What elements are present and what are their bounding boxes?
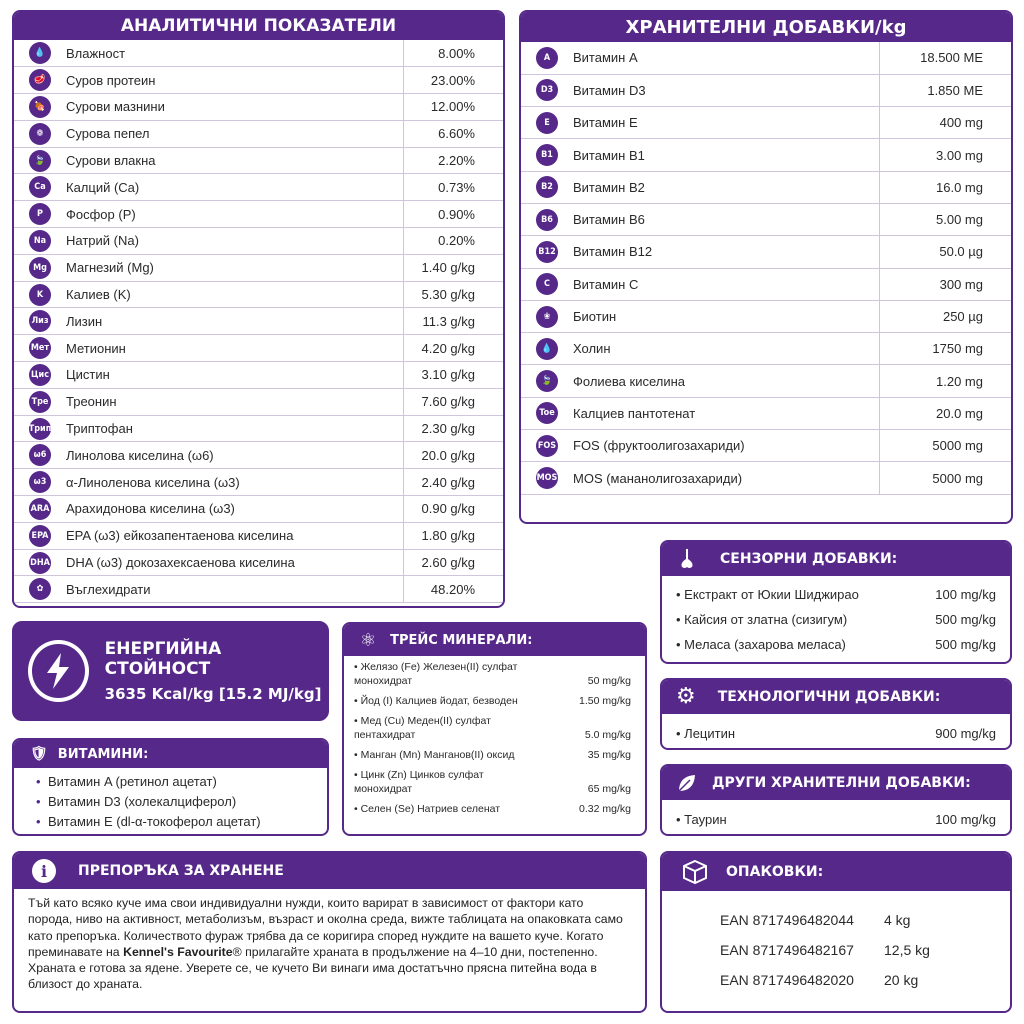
row-value: 0.20% bbox=[403, 228, 503, 255]
row-value: 20.0 g/kg bbox=[403, 442, 503, 469]
table-row bbox=[14, 415, 503, 442]
nutrient-icon: ω3 bbox=[29, 471, 51, 493]
table-row bbox=[521, 107, 1011, 139]
table-row bbox=[521, 203, 1011, 235]
nutrient-icon: B1 bbox=[536, 144, 558, 166]
row-value: 12.00% bbox=[403, 94, 503, 121]
analytical-table bbox=[14, 40, 503, 603]
row-icon-cell bbox=[14, 308, 66, 335]
packaging-header bbox=[662, 853, 1010, 891]
row-value: 1.850 МЕ bbox=[879, 74, 1011, 106]
energy-panel bbox=[12, 621, 329, 721]
nutrient-icon: ❁ bbox=[29, 123, 51, 145]
nutrient-icon: Na bbox=[29, 230, 51, 252]
nutrient-icon: 🥩 bbox=[29, 69, 51, 91]
table-row bbox=[14, 442, 503, 469]
row-label: Калциев пантотенат bbox=[573, 397, 879, 429]
item-label: • Лецитин bbox=[676, 725, 736, 741]
row-label: Метионин bbox=[66, 335, 403, 362]
nutrient-icon: P bbox=[29, 203, 51, 225]
row-value: 1.80 g/kg bbox=[403, 522, 503, 549]
vitamins-title: ВИТАМИНИ: bbox=[57, 746, 149, 762]
ean-code: EAN 8717496482020 bbox=[720, 972, 854, 988]
leaf-icon bbox=[676, 772, 698, 794]
row-value: 18.500 МЕ bbox=[879, 42, 1011, 74]
energy-value: 3635 Kcal/kg [15.2 MJ/kg] bbox=[104, 685, 322, 703]
nutrient-icon: ✿ bbox=[29, 578, 51, 600]
row-icon-cell bbox=[14, 549, 66, 576]
list-item: • Витамин A (ретинол ацетат) bbox=[36, 772, 305, 792]
table-row bbox=[521, 397, 1011, 429]
table-row bbox=[14, 549, 503, 576]
row-value: 0.90% bbox=[403, 201, 503, 228]
nose-icon bbox=[676, 547, 698, 571]
row-label: Холин bbox=[573, 333, 879, 365]
trace-title: ТРЕЙС МИНЕРАЛИ: bbox=[390, 632, 533, 648]
row-icon-cell bbox=[14, 415, 66, 442]
shield-icon: 🛡 bbox=[30, 746, 48, 762]
table-row bbox=[14, 40, 503, 67]
other-list bbox=[662, 800, 1010, 836]
nutrient-icon: K bbox=[29, 284, 51, 306]
row-label: Фосфор (P) bbox=[66, 201, 403, 228]
additives-table bbox=[521, 42, 1011, 495]
row-label: Треонин bbox=[66, 388, 403, 415]
nutrient-icon: Лиз bbox=[29, 310, 51, 332]
row-value: 0.73% bbox=[403, 174, 503, 201]
list-item bbox=[676, 582, 996, 607]
mineral-value: 5.0 mg/kg bbox=[584, 729, 631, 741]
nutrient-icon: 💧 bbox=[29, 42, 51, 64]
table-row bbox=[14, 174, 503, 201]
row-label: Магнезий (Mg) bbox=[66, 254, 403, 281]
row-icon-cell bbox=[521, 397, 573, 429]
analytical-panel bbox=[12, 10, 505, 608]
tech-panel bbox=[660, 678, 1012, 750]
other-title: ДРУГИ ХРАНИТЕЛНИ ДОБАВКИ: bbox=[712, 775, 971, 791]
item-value: 100 mg/kg bbox=[935, 587, 996, 602]
table-row bbox=[521, 171, 1011, 203]
mineral-label: • Мед (Cu) Меден(II) сулфат пентахидрат bbox=[354, 715, 491, 741]
table-row bbox=[14, 496, 503, 523]
table-row bbox=[14, 281, 503, 308]
ean-code: EAN 8717496482044 bbox=[720, 912, 854, 928]
row-icon-cell bbox=[521, 139, 573, 171]
row-label: FOS (фруктоолигозахариди) bbox=[573, 430, 879, 462]
trace-list bbox=[344, 656, 645, 816]
row-label: Линолова киселина (ω6) bbox=[66, 442, 403, 469]
packaging-panel bbox=[660, 851, 1012, 1013]
table-row bbox=[14, 469, 503, 496]
feeding-text: Тъй като всяко куче има свои индивидуални нужди, които варират в зависимост от фактори като порода, ниво на активност, метаболизъм, възраст и околна среда, вижте таблицата на опаковката само като препоръка. Количеството фураж трябва да се коригира според нуждите на вашето куче. Когато преминавате на Kennel's Favourite® прилагайте храната в продължение на 4–10 дни, постепенно. Храната е готова за ядене. Уверете се, че кучето Ви винаги има достатъчно прясна питейна вода в близост до храната. bbox=[28, 896, 623, 992]
atom-icon: ⚛ bbox=[360, 629, 377, 651]
gear-icon: ⚙ bbox=[676, 684, 696, 709]
row-label: Витамин D3 bbox=[573, 74, 879, 106]
feeding-panel bbox=[12, 851, 647, 1013]
table-row bbox=[14, 308, 503, 335]
nutrient-icon: B12 bbox=[536, 241, 558, 263]
row-icon-cell bbox=[521, 333, 573, 365]
table-row bbox=[14, 120, 503, 147]
table-row bbox=[14, 254, 503, 281]
table-row bbox=[14, 522, 503, 549]
row-label: Витамин E bbox=[573, 107, 879, 139]
row-icon-cell bbox=[14, 281, 66, 308]
other-panel bbox=[660, 764, 1012, 836]
mineral-label: • Желязо (Fe) Железен(II) сулфат монохидрат bbox=[354, 661, 518, 687]
row-icon-cell bbox=[521, 42, 573, 74]
row-value: 8.00% bbox=[403, 40, 503, 67]
tech-title: ТЕХНОЛОГИЧНИ ДОБАВКИ: bbox=[717, 689, 941, 705]
table-row bbox=[521, 365, 1011, 397]
nutrient-icon: E bbox=[536, 112, 558, 134]
nutrient-icon: Ca bbox=[29, 176, 51, 198]
row-icon-cell bbox=[14, 469, 66, 496]
nutrient-icon: B2 bbox=[536, 176, 558, 198]
table-row bbox=[521, 139, 1011, 171]
list-item bbox=[676, 632, 996, 657]
row-value: 1750 mg bbox=[879, 333, 1011, 365]
row-icon-cell bbox=[14, 67, 66, 94]
row-label: Триптофан bbox=[66, 415, 403, 442]
list-item: • Витамин D3 (холекалциферол) bbox=[36, 792, 305, 812]
sensory-list bbox=[662, 576, 1010, 663]
list-item bbox=[354, 768, 631, 796]
row-label: MOS (манaнолигозахариди) bbox=[573, 462, 879, 494]
row-value: 0.90 g/kg bbox=[403, 496, 503, 523]
vitamins-panel bbox=[12, 738, 329, 836]
row-value: 16.0 mg bbox=[879, 171, 1011, 203]
row-label: Цистин bbox=[66, 362, 403, 389]
info-icon: i bbox=[32, 859, 56, 883]
row-icon-cell bbox=[14, 120, 66, 147]
nutrient-icon: Цис bbox=[29, 364, 51, 386]
nutrient-icon: 🍃 bbox=[536, 370, 558, 392]
vitamins-header bbox=[14, 740, 327, 768]
mineral-label: • Йод (I) Калциев йодат, безводен bbox=[354, 695, 518, 707]
nutrient-icon: C bbox=[536, 273, 558, 295]
row-label: EPA (ω3) ейкозапентаенова киселина bbox=[66, 522, 403, 549]
nutrient-icon: D3 bbox=[536, 79, 558, 101]
row-value: 50.0 µg bbox=[879, 236, 1011, 268]
list-item: • Витамин E (dl-α-токоферол ацетат) bbox=[36, 812, 305, 832]
row-value: 2.20% bbox=[403, 147, 503, 174]
packaging-row bbox=[720, 965, 1010, 995]
row-label: Витамин B12 bbox=[573, 236, 879, 268]
row-label: Сурова пепел bbox=[66, 120, 403, 147]
mineral-label: • Цинк (Zn) Цинков сулфат монохидрат bbox=[354, 769, 484, 795]
row-value: 400 mg bbox=[879, 107, 1011, 139]
row-icon-cell bbox=[14, 388, 66, 415]
analytical-header bbox=[14, 12, 503, 40]
nutrient-icon: ω6 bbox=[29, 444, 51, 466]
table-row bbox=[14, 228, 503, 255]
row-value: 11.3 g/kg bbox=[403, 308, 503, 335]
row-value: 1.20 mg bbox=[879, 365, 1011, 397]
sensory-title: СЕНЗОРНИ ДОБАВКИ: bbox=[720, 551, 898, 567]
nutrient-icon: 🍖 bbox=[29, 96, 51, 118]
row-value: 2.60 g/kg bbox=[403, 549, 503, 576]
list-item bbox=[354, 694, 631, 708]
row-icon-cell bbox=[14, 576, 66, 603]
nutrient-icon: A bbox=[536, 47, 558, 69]
packaging-list bbox=[662, 891, 1010, 995]
row-label: Витамин B1 bbox=[573, 139, 879, 171]
nutrient-icon: DHA bbox=[29, 552, 51, 574]
nutrient-icon: Трип bbox=[29, 418, 51, 440]
table-row bbox=[521, 268, 1011, 300]
row-icon-cell bbox=[14, 94, 66, 121]
row-label: Биотин bbox=[573, 300, 879, 332]
row-icon-cell bbox=[521, 171, 573, 203]
row-label: Витамин C bbox=[573, 268, 879, 300]
mineral-value: 65 mg/kg bbox=[587, 783, 631, 795]
nutrient-icon: Тре bbox=[29, 391, 51, 413]
table-row bbox=[14, 335, 503, 362]
table-row bbox=[521, 74, 1011, 106]
sensory-panel bbox=[660, 540, 1012, 664]
table-row bbox=[14, 147, 503, 174]
nutrient-icon: Мет bbox=[29, 337, 51, 359]
nutrient-icon: ARA bbox=[29, 498, 51, 520]
row-value: 1.40 g/kg bbox=[403, 254, 503, 281]
row-value: 250 µg bbox=[879, 300, 1011, 332]
additives-header bbox=[521, 12, 1011, 42]
row-value: 4.20 g/kg bbox=[403, 335, 503, 362]
table-row bbox=[521, 430, 1011, 462]
feeding-header bbox=[14, 853, 645, 889]
row-icon-cell bbox=[521, 107, 573, 139]
row-icon-cell bbox=[14, 201, 66, 228]
brand-name: Kennel's Favourite bbox=[123, 944, 233, 959]
tech-header bbox=[662, 680, 1010, 714]
mineral-value: 35 mg/kg bbox=[587, 749, 631, 761]
row-icon-cell bbox=[521, 300, 573, 332]
row-value: 5000 mg bbox=[879, 462, 1011, 494]
row-icon-cell bbox=[14, 522, 66, 549]
row-label: Сурови влакна bbox=[66, 147, 403, 174]
vitamins-list bbox=[14, 768, 327, 836]
row-value: 6.60% bbox=[403, 120, 503, 147]
mineral-label: • Селен (Se) Натриев селенат bbox=[354, 803, 501, 815]
row-value: 5.00 mg bbox=[879, 203, 1011, 235]
row-icon-cell bbox=[14, 40, 66, 67]
box-icon bbox=[682, 859, 708, 885]
row-label: α-Линоленова киселина (ω3) bbox=[66, 469, 403, 496]
row-icon-cell bbox=[521, 268, 573, 300]
package-size: 4 kg bbox=[884, 912, 911, 928]
row-value: 5.30 g/kg bbox=[403, 281, 503, 308]
trace-panel bbox=[342, 622, 647, 836]
list-item bbox=[676, 607, 996, 632]
ean-code: EAN 8717496482167 bbox=[720, 942, 854, 958]
row-icon-cell bbox=[521, 462, 573, 494]
other-header bbox=[662, 766, 1010, 800]
table-row bbox=[14, 576, 503, 603]
nutrient-icon: ❀ bbox=[536, 306, 558, 328]
row-label: Сурови мазнини bbox=[66, 94, 403, 121]
list-item bbox=[354, 660, 631, 688]
mineral-value: 50 mg/kg bbox=[587, 675, 631, 687]
table-row bbox=[14, 362, 503, 389]
tech-list bbox=[662, 714, 1010, 750]
list-item bbox=[354, 714, 631, 742]
list-item bbox=[676, 806, 996, 832]
row-value: 23.00% bbox=[403, 67, 503, 94]
row-label: Суров протеин bbox=[66, 67, 403, 94]
row-label: DHA (ω3) докозахексаенова киселина bbox=[66, 549, 403, 576]
item-value: 100 mg/kg bbox=[935, 811, 996, 827]
list-item bbox=[354, 748, 631, 762]
table-row bbox=[14, 94, 503, 121]
nutrient-icon: Toe bbox=[536, 402, 558, 424]
row-label: Калиев (K) bbox=[66, 281, 403, 308]
row-label: Витамин B2 bbox=[573, 171, 879, 203]
row-value: 2.30 g/kg bbox=[403, 415, 503, 442]
lightning-icon bbox=[28, 640, 89, 702]
item-label: • Кайсия от златна (сизигум) bbox=[676, 612, 848, 627]
nutrient-icon: Mg bbox=[29, 257, 51, 279]
feeding-title: ПРЕПОРЪКА ЗА ХРАНЕНЕ bbox=[78, 863, 284, 879]
sensory-header bbox=[662, 542, 1010, 576]
table-row bbox=[14, 388, 503, 415]
nutrient-icon: FOS bbox=[536, 435, 558, 457]
nutrient-icon: MOS bbox=[536, 467, 558, 489]
row-label: Въглехидрати bbox=[66, 576, 403, 603]
row-label: Арахидонова киселина (ω3) bbox=[66, 496, 403, 523]
row-icon-cell bbox=[521, 203, 573, 235]
list-item bbox=[354, 802, 631, 816]
row-label: Лизин bbox=[66, 308, 403, 335]
row-icon-cell bbox=[14, 442, 66, 469]
row-icon-cell bbox=[14, 496, 66, 523]
row-icon-cell bbox=[14, 362, 66, 389]
package-size: 20 kg bbox=[884, 972, 919, 988]
row-label: Натрий (Na) bbox=[66, 228, 403, 255]
item-value: 500 mg/kg bbox=[935, 612, 996, 627]
table-row bbox=[521, 333, 1011, 365]
row-label: Фолиева киселина bbox=[573, 365, 879, 397]
packaging-row bbox=[720, 905, 1010, 935]
table-row bbox=[521, 236, 1011, 268]
row-icon-cell bbox=[521, 236, 573, 268]
row-icon-cell bbox=[521, 365, 573, 397]
packaging-title: ОПАКОВКИ: bbox=[726, 864, 824, 880]
item-value: 900 mg/kg bbox=[935, 725, 996, 741]
row-value: 20.0 mg bbox=[879, 397, 1011, 429]
nutrient-icon: EPA bbox=[29, 525, 51, 547]
row-value: 300 mg bbox=[879, 268, 1011, 300]
item-label: • Меласа (захарова меласа) bbox=[676, 637, 846, 652]
package-size: 12,5 kg bbox=[884, 942, 930, 958]
additives-title: ХРАНИТЕЛНИ ДОБАВКИ/kg bbox=[625, 16, 907, 38]
mineral-value: 1.50 mg/kg bbox=[579, 695, 631, 707]
row-label: Калций (Ca) bbox=[66, 174, 403, 201]
mineral-label: • Манган (Mn) Манганов(II) оксид bbox=[354, 749, 515, 761]
item-label: • Таурин bbox=[676, 811, 727, 827]
row-icon-cell bbox=[521, 430, 573, 462]
list-item bbox=[676, 720, 996, 746]
additives-panel bbox=[519, 10, 1013, 524]
row-value: 48.20% bbox=[403, 576, 503, 603]
analytical-title: АНАЛИТИЧНИ ПОКАЗАТЕЛИ bbox=[120, 16, 397, 36]
table-row bbox=[14, 67, 503, 94]
table-row bbox=[521, 42, 1011, 74]
row-icon-cell bbox=[14, 335, 66, 362]
energy-title: ЕНЕРГИЙНА СТОЙНОСТ bbox=[104, 639, 222, 679]
row-value: 3.00 mg bbox=[879, 139, 1011, 171]
nutrient-icon: 🍃 bbox=[29, 150, 51, 172]
mineral-value: 0.32 mg/kg bbox=[579, 803, 631, 815]
row-value: 5000 mg bbox=[879, 430, 1011, 462]
nutrient-icon: 💧 bbox=[536, 338, 558, 360]
row-icon-cell bbox=[14, 228, 66, 255]
table-row bbox=[14, 201, 503, 228]
table-row bbox=[521, 462, 1011, 494]
nutrient-icon: B6 bbox=[536, 209, 558, 231]
row-icon-cell bbox=[14, 254, 66, 281]
row-value: 7.60 g/kg bbox=[403, 388, 503, 415]
row-icon-cell bbox=[14, 174, 66, 201]
table-row bbox=[521, 300, 1011, 332]
item-value: 500 mg/kg bbox=[935, 637, 996, 652]
row-value: 2.40 g/kg bbox=[403, 469, 503, 496]
row-icon-cell bbox=[14, 147, 66, 174]
trace-header bbox=[344, 624, 645, 656]
row-label: Витамин A bbox=[573, 42, 879, 74]
item-label: • Екстракт от Юкии Шиджирао bbox=[676, 587, 859, 602]
row-label: Влажност bbox=[66, 40, 403, 67]
row-value: 3.10 g/kg bbox=[403, 362, 503, 389]
row-icon-cell bbox=[521, 74, 573, 106]
row-label: Витамин B6 bbox=[573, 203, 879, 235]
packaging-row bbox=[720, 935, 1010, 965]
